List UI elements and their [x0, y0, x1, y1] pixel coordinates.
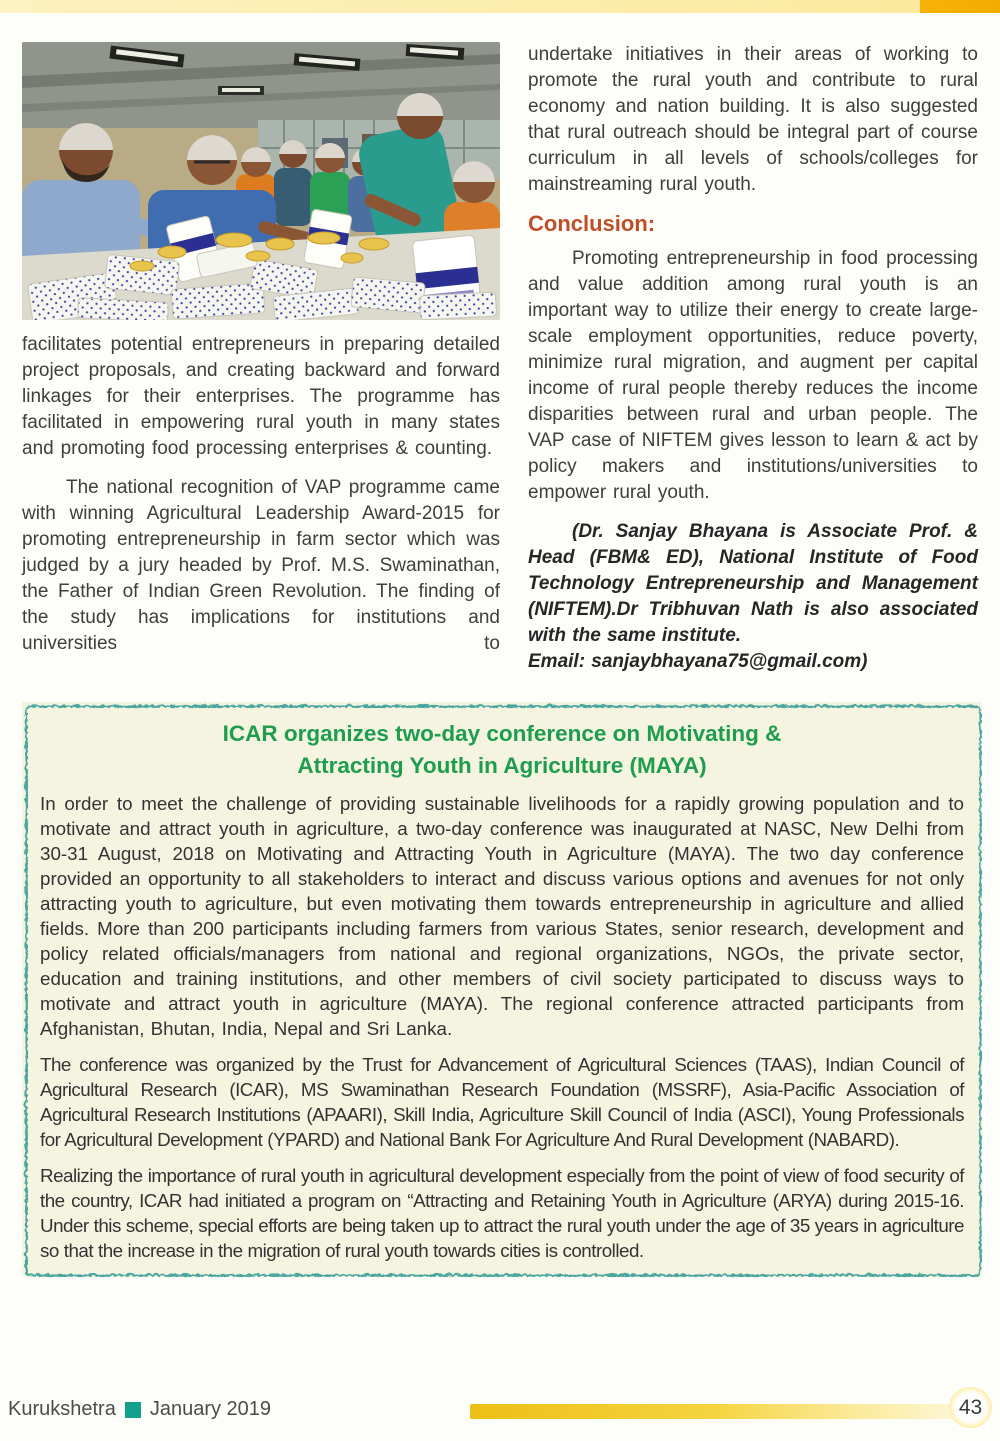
issue-date: January 2019: [149, 1398, 272, 1420]
conclusion-paragraph: Promoting entrepreneurship in food processing and value addition among rural youth is an important way to utilize their energy to create large-scale employment opportunities, reduce poverty, minimize rural migration, and augment per capital income of rural people thereby reduces the income disparities between rural and urban people. The VAP case of NIFTEM gives lesson to learn & act by policy makers and institutions/universities to empower rural youth.: [528, 248, 978, 503]
conference-paragraph-3: Realizing the importance of rural youth in agricultural development especially from the point of view of food security of the country, ICAR had initiated a program on “Attracting and Retaining Youth in Agriculture (ARYA) during 2015-16. Under this scheme, special efforts are being taken up to attract the rural youth under the age of 35 years in agriculture so that the increase in the migration of rural youth towards cities is controlled.: [40, 1165, 964, 1261]
left-column: [22, 42, 500, 675]
conference-title-line1: ICAR organizes two-day conference on Motivating &: [222, 721, 782, 746]
right-paragraph-outreach: undertake initiatives in their areas of working to promote the rural youth and contribute to rural economy and nation building. It is also suggested that rural outreach should be integral part of course curriculum in all levels of schools/colleges for mainstreaming rural youth.: [528, 44, 978, 195]
page-number-badge: [949, 1387, 992, 1428]
author-note: (Dr. Sanjay Bhayana is Associate Prof. & Head (FBM& ED), National Institute of Food Technology Entrepreneurship and Management (NIFTEM).Dr Tribhuvan Nath is also associated with the same institute.: [528, 521, 978, 646]
conference-paragraph-1: In order to meet the challenge of providing sustainable livelihoods for a rapidly growing population and to motivate and attract youth in agriculture, a two-day conference was inaugurated at NASC, New Delhi from 30-31 August, 2018 on Motivating and Attracting Youth in Agriculture (MAYA). The two day conference provided an opportunity to all stakeholders to interact and discuss various options and avenues for not only attracting youth to agriculture, but even motivating them towards entrepreneurship in agriculture and allied fields. More than 200 participants including farmers from various States, senior research, development and policy related officials/managers from national and regional organizations, NGOs, the private sector, education and training institutions, and other members of civil society participated to discuss ways to motivate and attract youth in agriculture (MAYA). The regional conference attracted participants from Afghanistan, Bhutan, India, Nepal and Sri Lanka.: [40, 793, 964, 1039]
footer-decorative-bar: [470, 1404, 958, 1419]
footer-separator-square-icon: [125, 1402, 141, 1418]
conference-title-line2: Attracting Youth in Agriculture (MAYA): [297, 753, 707, 778]
top-decorative-bar: [0, 0, 1000, 13]
footer-text: [8, 1398, 271, 1421]
page-footer: [0, 1383, 1000, 1429]
photo-illustration: [22, 42, 500, 320]
page-number: 43: [958, 1395, 983, 1419]
left-paragraph-continuation: facilitates potential entrepreneurs in preparing detailed project proposals, and creating backward and forward linkages for their enterprises. The programme has facilitated in empowering rural youth in many states and promoting food processing enterprises & counting.: [22, 334, 500, 459]
article-body: [22, 42, 978, 675]
right-column: [528, 42, 978, 675]
magazine-name: Kurukshetra: [8, 1398, 116, 1420]
conclusion-heading: Conclusion:: [528, 211, 656, 236]
conference-title: [40, 718, 964, 782]
conference-paragraph-2: The conference was organized by the Trust for Advancement of Agricultural Sciences (TAAS), Indian Council of Agricultural Research (ICAR), MS Swaminathan Research Foundation (MSSRF), Asia-Pacific Association of Agricultural Research Institutions (APAARI), Skill India, Agriculture Skill Council of India (ASCI), Young Professionals for Agricultural Development (YPARD) and National Bank For Agriculture And Rural Development (NABARD).: [40, 1054, 964, 1150]
food-processing-photo: [22, 42, 500, 320]
conference-box: [22, 702, 982, 1277]
left-paragraph-recognition: The national recognition of VAP programme came with winning Agricultural Leadership Award-2015 for promoting entrepreneurship in farm sector which was judged by a jury headed by Prof. M.S. Swaminathan, the Father of Indian Green Revolution. The finding of the study has implications for institutions and universities to: [22, 477, 500, 654]
author-email: Email: sanjaybhayana75@gmail.com): [528, 651, 868, 672]
